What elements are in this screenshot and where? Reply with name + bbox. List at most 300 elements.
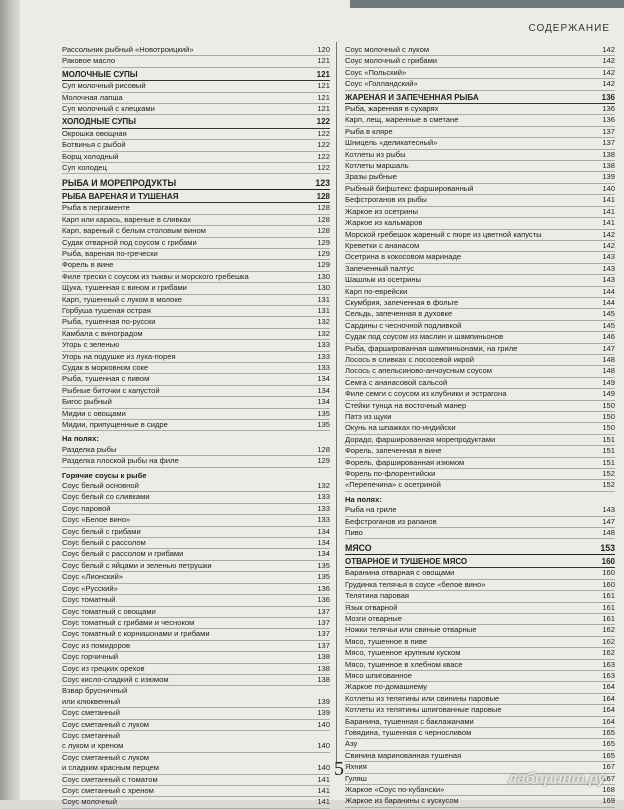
toc-entry bbox=[62, 731, 330, 741]
toc-entry bbox=[345, 705, 615, 716]
toc-entry-title: Рыба, тушенная по-русски bbox=[62, 317, 156, 327]
toc-entry bbox=[62, 675, 330, 686]
toc-entry-page: 131 bbox=[317, 305, 330, 315]
toc-entry-title: Зразы рыбные bbox=[345, 172, 397, 182]
toc-entry bbox=[62, 572, 330, 583]
page-spine-shadow bbox=[0, 0, 20, 800]
toc-entry-title: РЫБА ВАРЕНАЯ И ТУШЕНАЯ bbox=[62, 191, 179, 201]
toc-entry bbox=[62, 775, 330, 786]
toc-entry-title: Соус горчичный bbox=[62, 652, 119, 662]
toc-entry-title: Взвар брусничный bbox=[62, 686, 128, 696]
toc-entry bbox=[345, 161, 615, 172]
toc-entry-page: 141 bbox=[317, 797, 330, 807]
toc-entry bbox=[62, 561, 330, 572]
toc-entry-title: Соус паровой bbox=[62, 503, 111, 513]
toc-entry-page: 136 bbox=[317, 595, 330, 605]
toc-entry-page: 137 bbox=[602, 138, 615, 148]
toc-entry bbox=[345, 241, 615, 252]
toc-entry-page: 135 bbox=[317, 408, 330, 418]
toc-entry bbox=[62, 504, 330, 515]
toc-entry bbox=[62, 607, 330, 618]
toc-entry-page: 120 bbox=[317, 45, 330, 54]
toc-entry-title: Рыба в пергаменте bbox=[62, 203, 130, 213]
toc-entry bbox=[62, 117, 330, 128]
toc-entry bbox=[345, 332, 615, 343]
toc-entry-title: Судак под соусом из маслин и шампиньонов bbox=[345, 332, 504, 342]
toc-entry-title: Соус «Польский» bbox=[345, 67, 407, 77]
toc-entry bbox=[345, 275, 615, 286]
toc-entry bbox=[62, 329, 330, 340]
toc-entry bbox=[62, 363, 330, 374]
toc-entry-page: 165 bbox=[602, 750, 615, 760]
toc-entry-title: Мидии, припущенные в сидре bbox=[62, 420, 168, 429]
toc-entry-title: Форель, фаршированная изюмом bbox=[345, 457, 465, 467]
toc-entry-page: 160 bbox=[602, 568, 615, 578]
toc-entry-page: 134 bbox=[317, 374, 330, 384]
toc-entry-page: 169 bbox=[602, 796, 615, 806]
toc-entry-page: 135 bbox=[317, 560, 330, 570]
toc-entry-page: 122 bbox=[317, 128, 330, 138]
toc-entry-page: 132 bbox=[317, 328, 330, 338]
toc-entry-title: Горбуша тушеная острая bbox=[62, 305, 151, 315]
toc-entry-page: 147 bbox=[602, 343, 615, 353]
toc-entry-title: Борщ холодный bbox=[62, 151, 119, 161]
toc-entry-title: Жаркое «Соус по-кубански» bbox=[345, 785, 445, 794]
toc-entry-title: Бигос рыбный bbox=[62, 397, 112, 407]
toc-entry-page: 137 bbox=[317, 640, 330, 650]
toc-entry bbox=[62, 720, 330, 731]
toc-entry-page: 129 bbox=[317, 260, 330, 270]
toc-entry-title: Скумбрия, запеченная в фольге bbox=[345, 297, 459, 307]
toc-entry-title: Молочная лапша bbox=[62, 92, 123, 102]
toc-entry-page: 133 bbox=[317, 351, 330, 361]
toc-entry bbox=[62, 763, 330, 774]
toc-entry bbox=[62, 178, 330, 189]
toc-entry-page: 142 bbox=[602, 45, 615, 54]
toc-entry-title: Соус молочный с луком bbox=[345, 45, 430, 54]
toc-entry bbox=[62, 340, 330, 351]
toc-entry bbox=[62, 192, 330, 203]
toc-entry-page: 134 bbox=[317, 526, 330, 536]
toc-entry-title: Рыба, тушенная с пивом bbox=[62, 374, 150, 384]
toc-entry-page: 137 bbox=[317, 629, 330, 639]
toc-entry bbox=[62, 140, 330, 151]
toc-entry-title: Соус молочный с грибами bbox=[345, 56, 438, 66]
toc-entry bbox=[62, 249, 330, 260]
toc-entry-title: МОЛОЧНЫЕ СУПЫ bbox=[62, 69, 138, 79]
toc-entry-title: Сельдь, запеченная в духовке bbox=[345, 309, 453, 319]
toc-entry-title: Рыба, вареная по-гречески bbox=[62, 248, 158, 258]
toc-entry-page: 140 bbox=[317, 763, 330, 773]
toc-entry-title: Суп молочный рисовый bbox=[62, 81, 146, 91]
toc-entry bbox=[62, 260, 330, 271]
toc-entry-title: Рыба на гриле bbox=[345, 505, 397, 515]
toc-entry-title: Соус белый основной bbox=[62, 481, 139, 491]
toc-entry bbox=[345, 172, 615, 183]
toc-entry-title: Ножки телячьи или свиные отварные bbox=[345, 625, 477, 635]
toc-entry bbox=[345, 401, 615, 412]
toc-entry-title: Соус кисло-сладкий с изюмом bbox=[62, 674, 169, 684]
toc-entry-page: 161 bbox=[602, 591, 615, 601]
toc-entry-page: 139 bbox=[317, 696, 330, 706]
toc-entry bbox=[62, 527, 330, 538]
toc-entry-page: 131 bbox=[317, 294, 330, 304]
toc-entry-title: Соус сметанный с томатом bbox=[62, 774, 158, 784]
toc-entry bbox=[345, 207, 615, 218]
toc-entry-page: 150 bbox=[602, 412, 615, 421]
toc-entry-title: Угорь с зеленью bbox=[62, 340, 120, 350]
toc-entry bbox=[62, 81, 330, 92]
toc-entry-title: Соус белый со сливками bbox=[62, 492, 150, 502]
toc-entry-page: 140 bbox=[317, 741, 330, 751]
toc-entry-title: Разделка плоской рыбы на филе bbox=[62, 456, 179, 466]
toc-entry-page: 149 bbox=[602, 377, 615, 387]
toc-entry bbox=[62, 652, 330, 663]
toc-entry-title: Яхния bbox=[345, 762, 367, 772]
toc-entry bbox=[62, 56, 330, 67]
toc-entry-page: 163 bbox=[602, 670, 615, 680]
toc-entry-title: Жаркое из кальмаров bbox=[345, 218, 423, 228]
toc-entry-title: Соус белый с рассолом bbox=[62, 538, 146, 548]
toc-entry-title: Мясо, тушенное в пиве bbox=[345, 636, 428, 646]
toc-entry-page: 134 bbox=[317, 397, 330, 407]
toc-entry-page: 144 bbox=[602, 297, 615, 307]
toc-entry-page: 143 bbox=[602, 275, 615, 285]
toc-entry-page: 151 bbox=[602, 457, 615, 467]
toc-entry bbox=[345, 355, 615, 366]
toc-entry-title: Котлеты маршаль bbox=[345, 161, 409, 171]
toc-entry-page: 139 bbox=[602, 172, 615, 182]
toc-entry bbox=[345, 93, 615, 104]
toc-entry-page: 161 bbox=[602, 613, 615, 623]
column-divider bbox=[336, 42, 337, 762]
toc-entry-title: ХОЛОДНЫЕ СУПЫ bbox=[62, 117, 136, 127]
toc-entry-page: 134 bbox=[317, 549, 330, 559]
toc-entry bbox=[345, 739, 615, 750]
toc-entry bbox=[62, 456, 330, 467]
toc-entry-page: 128 bbox=[317, 444, 330, 454]
toc-entry bbox=[345, 252, 615, 263]
toc-entry bbox=[62, 434, 330, 444]
toc-entry bbox=[345, 195, 615, 206]
toc-entry-page: 165 bbox=[602, 739, 615, 749]
toc-entry bbox=[345, 115, 615, 126]
toc-entry-page: 164 bbox=[602, 693, 615, 703]
toc-entry bbox=[345, 138, 615, 149]
toc-column-right bbox=[345, 45, 615, 808]
toc-entry-title: Жаркое из осетрины bbox=[345, 206, 418, 216]
toc-entry bbox=[345, 321, 615, 332]
toc-entry bbox=[345, 637, 615, 648]
toc-entry-page: 141 bbox=[317, 786, 330, 795]
toc-entry-title: Соус томатный с овощами bbox=[62, 606, 156, 616]
toc-entry-page: 164 bbox=[602, 682, 615, 692]
toc-entry bbox=[62, 445, 330, 456]
toc-entry-page: 138 bbox=[602, 161, 615, 171]
toc-entry-title: Рыба в кляре bbox=[345, 126, 393, 136]
toc-entry-title: Камбала с виноградом bbox=[62, 328, 143, 338]
toc-entry-page: 148 bbox=[602, 528, 615, 538]
toc-entry-page: 121 bbox=[317, 81, 330, 91]
toc-entry bbox=[62, 215, 330, 226]
toc-entry-page: 168 bbox=[602, 785, 615, 794]
toc-entry bbox=[345, 648, 615, 659]
toc-entry bbox=[345, 694, 615, 705]
toc-entry-page: 132 bbox=[317, 317, 330, 327]
toc-entry-page: 128 bbox=[317, 226, 330, 236]
toc-entry-title: Сардины с чесночной подливкой bbox=[345, 320, 462, 330]
toc-entry-page: 123 bbox=[315, 178, 330, 189]
toc-entry-title: Карп, тушенный с луком в молоке bbox=[62, 294, 182, 304]
toc-entry bbox=[345, 423, 615, 434]
page-header: СОДЕРЖАНИЕ bbox=[528, 23, 610, 34]
toc-entry-title: Щука, тушенная с вином и грибами bbox=[62, 283, 187, 293]
toc-entry-title: Баранина отварная с овощами bbox=[345, 568, 455, 578]
toc-entry bbox=[62, 70, 330, 81]
toc-entry-page: 130 bbox=[317, 271, 330, 281]
toc-entry-title: Соус сметанный bbox=[62, 708, 120, 718]
toc-entry-page: 141 bbox=[602, 195, 615, 205]
toc-entry-title: Соус томатный bbox=[62, 595, 116, 605]
toc-entry-title: Жаркое по-домашнему bbox=[345, 682, 428, 692]
toc-entry bbox=[62, 753, 330, 763]
toc-entry-title: Креветки с ананасом bbox=[345, 240, 420, 250]
toc-entry bbox=[345, 469, 615, 480]
toc-entry bbox=[345, 682, 615, 693]
toc-entry-page: 136 bbox=[317, 583, 330, 593]
toc-entry bbox=[62, 129, 330, 140]
toc-entry-title: Мясо шпигованное bbox=[345, 670, 412, 680]
toc-entry-title: Грудинка телячья в соусе «белое вино» bbox=[345, 579, 486, 589]
toc-entry-page: 121 bbox=[317, 92, 330, 102]
toc-entry-page: 161 bbox=[602, 602, 615, 612]
toc-entry-title: Соус белый с яйцами и зеленью петрушки bbox=[62, 560, 212, 570]
toc-entry-title: Раковое масло bbox=[62, 56, 116, 66]
toc-entry bbox=[345, 446, 615, 457]
toc-entry-page: 164 bbox=[602, 705, 615, 715]
toc-entry bbox=[62, 492, 330, 503]
toc-entry bbox=[62, 93, 330, 104]
toc-entry bbox=[345, 378, 615, 389]
toc-entry bbox=[62, 786, 330, 797]
toc-entry-title: Запеченный палтус bbox=[345, 263, 415, 273]
toc-entry-title: Мозги отварные bbox=[345, 613, 402, 623]
toc-entry-title: Лосось с апельсиново-анчоусным соусом bbox=[345, 366, 492, 376]
toc-entry bbox=[345, 543, 615, 554]
toc-entry-title: Осетрина в кокосовом маринаде bbox=[345, 252, 462, 262]
toc-entry-page: 138 bbox=[317, 652, 330, 662]
toc-entry-title: Соус «Белое вино» bbox=[62, 515, 131, 525]
toc-entry-page: 130 bbox=[317, 283, 330, 293]
toc-entry bbox=[345, 505, 615, 516]
toc-entry-page: 142 bbox=[602, 229, 615, 239]
toc-entry-page: 142 bbox=[602, 240, 615, 250]
toc-entry-page: 133 bbox=[317, 515, 330, 525]
toc-entry bbox=[345, 230, 615, 241]
toc-entry-title: Карп, вареный с белым столовым вином bbox=[62, 226, 206, 236]
toc-entry-title: Соус молочный bbox=[62, 797, 117, 807]
toc-entry-page: 136 bbox=[602, 104, 615, 114]
toc-entry-title: На полях: bbox=[62, 434, 99, 444]
toc-entry-page: 136 bbox=[601, 92, 615, 102]
toc-entry-page: 137 bbox=[317, 606, 330, 616]
toc-entry-title: Соус «Русский» bbox=[62, 583, 118, 593]
toc-entry-title: Семга с ананасовой сальсой bbox=[345, 377, 448, 387]
toc-entry bbox=[62, 708, 330, 719]
toc-entry-page: 141 bbox=[317, 774, 330, 784]
toc-entry-title: Стейки тунца на восточный манер bbox=[345, 400, 467, 410]
toc-entry-title: Соус сметанный с луком bbox=[62, 719, 150, 729]
toc-entry-page: 138 bbox=[317, 663, 330, 673]
toc-entry-page: 143 bbox=[602, 263, 615, 273]
toc-entry bbox=[62, 374, 330, 385]
toc-entry-page: 165 bbox=[602, 727, 615, 737]
toc-entry-title: Баранина, тушенная с баклажанами bbox=[345, 716, 474, 726]
toc-entry-page: 144 bbox=[602, 286, 615, 296]
toc-entry-title: ОТВАРНОЕ И ТУШЕНОЕ МЯСО bbox=[345, 556, 468, 566]
toc-entry-title: Говядина, тушенная с черносливом bbox=[345, 727, 472, 737]
toc-entry bbox=[345, 458, 615, 469]
toc-entry-page: 146 bbox=[602, 332, 615, 342]
toc-entry-title: Шашлык из осетрины bbox=[345, 275, 422, 285]
toc-entry bbox=[345, 495, 615, 505]
toc-entry-title: Соус «Лионский» bbox=[62, 572, 123, 582]
toc-entry-page: 151 bbox=[602, 434, 615, 444]
toc-entry bbox=[62, 595, 330, 606]
book-page bbox=[20, 0, 624, 807]
toc-entry bbox=[62, 238, 330, 249]
toc-entry-title: Котлеты из телятины шпигованные паровые bbox=[345, 705, 502, 715]
toc-entry-page: 140 bbox=[317, 719, 330, 729]
toc-entry-title: Соус сметанный с луком bbox=[62, 752, 150, 762]
toc-entry bbox=[345, 603, 615, 614]
toc-entry-title: Соус сметанный bbox=[62, 730, 120, 740]
toc-entry-title: Язык отварной bbox=[345, 602, 398, 612]
toc-entry bbox=[62, 515, 330, 526]
toc-entry-title: Шницель «деликатесный» bbox=[345, 138, 438, 148]
toc-entry bbox=[345, 591, 615, 602]
toc-entry bbox=[345, 389, 615, 400]
toc-entry-page: 152 bbox=[602, 469, 615, 479]
toc-entry-page: 139 bbox=[317, 708, 330, 718]
top-color-band bbox=[350, 0, 624, 8]
toc-entry bbox=[62, 45, 330, 56]
toc-entry bbox=[345, 287, 615, 298]
toc-entry-page: 147 bbox=[602, 516, 615, 526]
toc-entry-page: 128 bbox=[316, 191, 330, 201]
toc-entry-title: «Перепечина» с осетриной bbox=[345, 480, 441, 490]
toc-entry-title: Карп по-еврейски bbox=[345, 286, 408, 296]
toc-entry bbox=[345, 127, 615, 138]
toc-entry bbox=[345, 264, 615, 275]
toc-entry-page: 149 bbox=[602, 389, 615, 399]
toc-entry bbox=[345, 218, 615, 229]
toc-entry bbox=[345, 435, 615, 446]
toc-entry bbox=[345, 68, 615, 79]
toc-entry-title: МЯСО bbox=[345, 543, 372, 554]
toc-entry-title: Рассольник рыбный «Новотроицкий» bbox=[62, 45, 194, 54]
toc-entry-title: Соус из грецких орехов bbox=[62, 663, 145, 673]
toc-entry bbox=[62, 584, 330, 595]
toc-entry-page: 122 bbox=[317, 163, 330, 173]
toc-entry-page: 148 bbox=[602, 354, 615, 364]
toc-entry bbox=[345, 104, 615, 115]
toc-entry bbox=[62, 664, 330, 675]
toc-entry-title: Азу bbox=[345, 739, 358, 749]
toc-entry-title: Котлеты из телятины или свинины паровые bbox=[345, 693, 500, 703]
toc-entry-page: 142 bbox=[602, 56, 615, 66]
toc-entry-title: Филе трески с соусом из тыквы и морского гребешка bbox=[62, 271, 249, 281]
toc-entry-page: 122 bbox=[316, 117, 330, 127]
toc-entry-title: Соус белый с грибами bbox=[62, 526, 141, 536]
toc-entry-page: 133 bbox=[317, 340, 330, 350]
toc-entry-page: 150 bbox=[602, 400, 615, 410]
toc-entry-page: 151 bbox=[602, 446, 615, 456]
toc-entry-title: Рыба, фаршированная шампиньонами, на гриле bbox=[345, 343, 518, 353]
toc-entry bbox=[62, 471, 330, 481]
toc-entry bbox=[62, 686, 330, 696]
toc-entry bbox=[62, 295, 330, 306]
toc-entry-title: Рыбные биточки с капустой bbox=[62, 385, 160, 395]
toc-entry bbox=[62, 352, 330, 363]
toc-entry-page: 138 bbox=[602, 149, 615, 159]
toc-entry bbox=[62, 409, 330, 420]
toc-entry-title: Окрошка овощная bbox=[62, 128, 127, 138]
toc-entry-page: 133 bbox=[317, 362, 330, 372]
toc-entry bbox=[345, 344, 615, 355]
toc-entry-title: Пиво bbox=[345, 528, 363, 538]
toc-entry-title: Соус сметанный с хреном bbox=[62, 786, 154, 795]
toc-entry-page: 150 bbox=[602, 423, 615, 433]
toc-entry bbox=[345, 580, 615, 591]
toc-entry-page: 142 bbox=[602, 67, 615, 77]
toc-entry-page: 121 bbox=[316, 69, 330, 79]
toc-entry-title: Форель по-флорентийски bbox=[345, 469, 436, 479]
toc-entry bbox=[62, 163, 330, 174]
toc-entry-title: Суп молочный с клецками bbox=[62, 104, 155, 114]
toc-entry-title: Соус томатный с грибами и чесноком bbox=[62, 617, 195, 627]
toc-entry-title: Рыба, жаренная в сухарях bbox=[345, 104, 439, 114]
toc-entry-title: Соус «Голландский» bbox=[345, 79, 418, 89]
toc-entry-page: 134 bbox=[317, 538, 330, 548]
toc-entry bbox=[345, 751, 615, 762]
toc-entry bbox=[345, 309, 615, 320]
toc-entry bbox=[62, 797, 330, 808]
toc-entry-title: На полях: bbox=[345, 494, 382, 504]
toc-entry-title: или клюквенный bbox=[62, 696, 121, 706]
toc-entry bbox=[345, 184, 615, 195]
toc-entry bbox=[345, 45, 615, 56]
toc-entry bbox=[62, 317, 330, 328]
toc-entry-title: Разделка рыбы bbox=[62, 444, 117, 454]
toc-entry-page: 152 bbox=[602, 480, 615, 490]
toc-entry-title: Рыбный бифштекс фаршированный bbox=[345, 183, 474, 193]
toc-entry-page: 135 bbox=[317, 420, 330, 429]
toc-entry-page: 128 bbox=[317, 203, 330, 213]
toc-entry-title: Горячие соусы к рыбе bbox=[62, 470, 147, 480]
toc-entry-page: 132 bbox=[317, 481, 330, 491]
toc-entry-page: 136 bbox=[602, 115, 615, 125]
toc-entry bbox=[62, 203, 330, 214]
toc-entry bbox=[345, 366, 615, 377]
toc-entry-page: 135 bbox=[317, 572, 330, 582]
toc-entry-page: 133 bbox=[317, 492, 330, 502]
toc-entry bbox=[345, 568, 615, 579]
toc-entry-page: 153 bbox=[600, 543, 615, 554]
toc-entry-page: 145 bbox=[602, 320, 615, 330]
toc-entry-title: Судак отварной под соусом с грибами bbox=[62, 237, 197, 247]
toc-entry-title: Мясо, тушенное в хлебном квасе bbox=[345, 659, 463, 669]
